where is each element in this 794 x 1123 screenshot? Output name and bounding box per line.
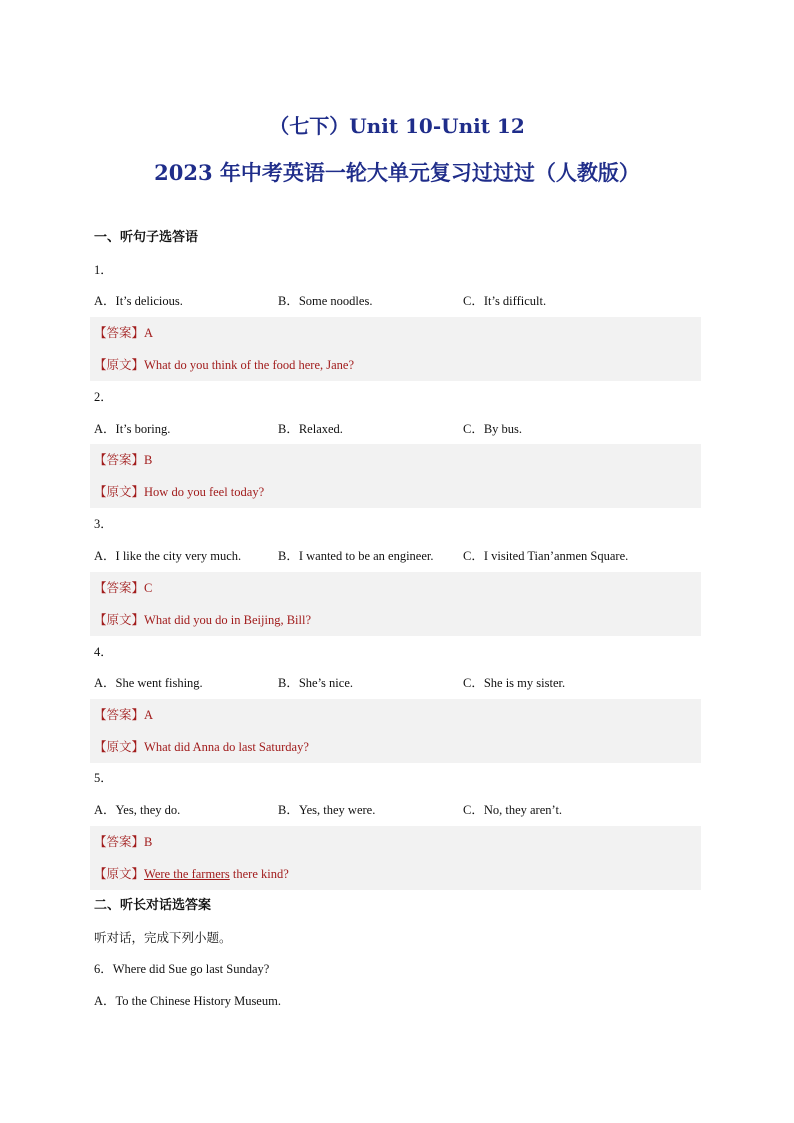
answer-value: C	[144, 581, 153, 595]
answer-value: B	[144, 453, 153, 467]
source-row	[94, 604, 311, 636]
answer-box	[90, 572, 701, 636]
doc-title-line2: 2023 年中考英语一轮大单元复习过过过（人教版）	[154, 160, 640, 185]
question-6: 6．Where did Sue go last Sunday?	[94, 962, 270, 976]
source-text: What do you think of the food here, Jane?	[144, 358, 355, 372]
answer-tag: 【答案】	[94, 452, 145, 467]
source-text: there kind?	[229, 867, 289, 881]
question-number: 4．	[94, 645, 113, 659]
source-tag: 【原文】	[94, 739, 145, 754]
question-number: 5．	[94, 771, 113, 785]
options-row	[94, 794, 694, 826]
source-text-underlined: Were the farmers	[144, 867, 230, 881]
option-c: C．By bus.	[463, 422, 523, 436]
answer-box	[90, 699, 701, 763]
option-b: B．Some noodles.	[278, 294, 373, 308]
source-text: What did Anna do last Saturday?	[144, 740, 309, 754]
answer-tag: 【答案】	[94, 580, 145, 595]
section2-instruction: 听对话，完成下列小题。	[94, 930, 232, 945]
option-b: B．I wanted to be an engineer.	[278, 549, 434, 563]
source-tag: 【原文】	[94, 357, 145, 372]
answer-box	[90, 444, 701, 508]
source-row	[94, 731, 309, 763]
section1-heading: 一、听句子选答语	[94, 230, 199, 245]
options-row	[94, 667, 694, 699]
answer-value: B	[144, 835, 153, 849]
source-tag: 【原文】	[94, 484, 145, 499]
option-b: B．She’s nice.	[278, 676, 353, 690]
source-row	[94, 476, 264, 508]
section2-heading: 二、听长对话选答案	[94, 898, 212, 913]
options-row	[94, 540, 694, 572]
answer-row	[94, 699, 153, 731]
source-text: How do you feel today?	[144, 485, 265, 499]
answer-tag: 【答案】	[94, 834, 145, 849]
option-b: B．Relaxed.	[278, 422, 343, 436]
source-tag: 【原文】	[94, 612, 145, 627]
question-number: 3．	[94, 517, 113, 531]
answer-row	[94, 826, 152, 858]
options-row	[94, 285, 694, 317]
answer-box	[90, 317, 701, 381]
question-number: 2．	[94, 390, 113, 404]
option-a: A．Yes, they do.	[94, 803, 181, 817]
option-c: C．I visited Tian’anmen Square.	[463, 549, 629, 563]
option-a: A．She went fishing.	[94, 676, 203, 690]
option-c: C．She is my sister.	[463, 676, 566, 690]
answer-tag: 【答案】	[94, 707, 145, 722]
answer-tag: 【答案】	[94, 325, 145, 340]
option-b: B．Yes, they were.	[278, 803, 376, 817]
option-a: A．It’s boring.	[94, 422, 171, 436]
answer-row	[94, 317, 153, 349]
option-a: A．I like the city very much.	[94, 549, 242, 563]
option-a: A．It’s delicious.	[94, 294, 183, 308]
option-c: C．No, they aren’t.	[463, 803, 563, 817]
option-c: C．It’s difficult.	[463, 294, 547, 308]
doc-title-line1: （七下）Unit 10-Unit 12	[269, 114, 525, 138]
answer-row	[94, 444, 152, 476]
source-tag: 【原文】	[94, 866, 145, 881]
source-text: What did you do in Beijing, Bill?	[144, 613, 312, 627]
options-row	[94, 413, 694, 445]
answer-row	[94, 572, 152, 604]
question-number: 1．	[94, 263, 113, 277]
source-row	[94, 858, 289, 890]
source-row	[94, 349, 354, 381]
question-6-option-a: A．To the Chinese History Museum.	[94, 994, 281, 1008]
answer-value: A	[144, 708, 154, 722]
answer-value: A	[144, 326, 154, 340]
answer-box	[90, 826, 701, 890]
